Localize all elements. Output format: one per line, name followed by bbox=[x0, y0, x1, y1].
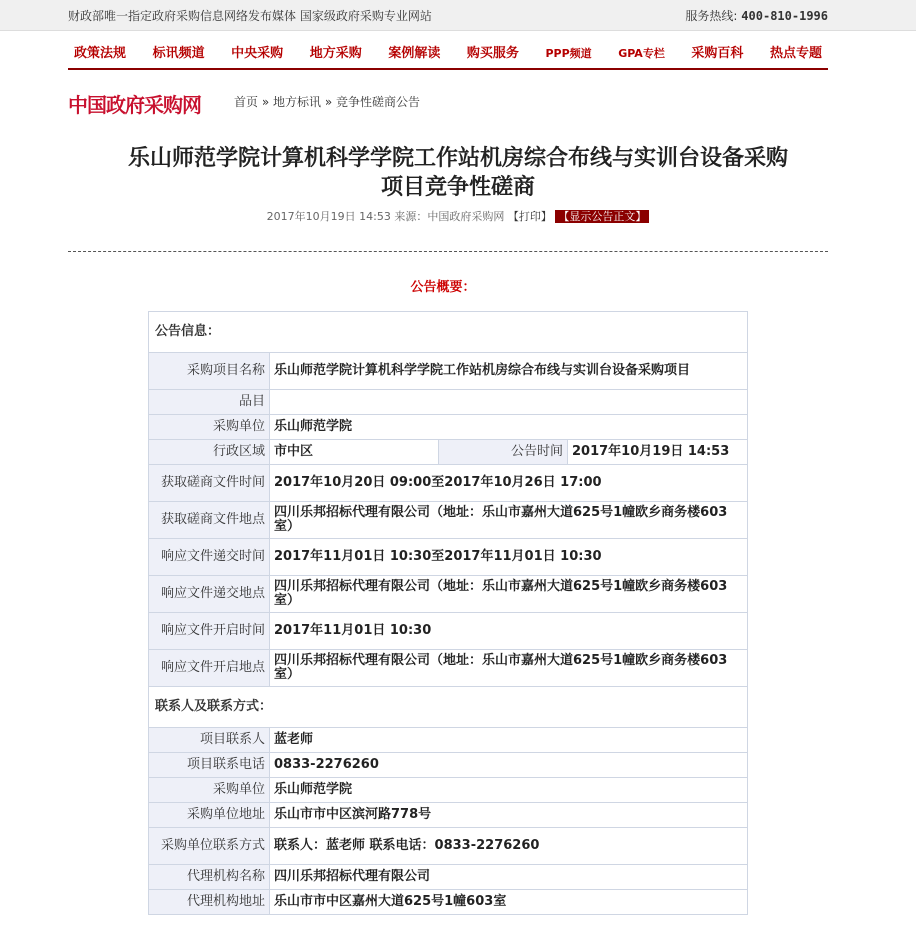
section-contact-header: 联系人及联系方式： bbox=[149, 687, 748, 728]
agency-name-value: 四川乐邦招标代理有限公司 bbox=[270, 865, 748, 890]
field-label: 项目联系人 bbox=[149, 728, 270, 753]
top-bar bbox=[0, 0, 916, 31]
breadcrumb-current[interactable]: 竞争性磋商公告 bbox=[336, 95, 421, 109]
buyer-value: 乐山师范学院 bbox=[270, 415, 748, 440]
field-label: 采购单位联系方式 bbox=[149, 828, 270, 865]
field-label: 采购单位地址 bbox=[149, 803, 270, 828]
nav-tender-channel[interactable]: 标讯频道 bbox=[152, 46, 205, 61]
agency-addr-value: 乐山市市中区嘉州大道625号1幢603室 bbox=[270, 890, 748, 915]
field-label: 响应文件递交地点 bbox=[149, 576, 270, 613]
hotline-label: 服务热线: bbox=[685, 9, 738, 23]
open-place-value: 四川乐邦招标代理有限公司（地址：乐山市嘉州大道625号1幢欧乡商务楼603室） bbox=[270, 650, 748, 687]
nav-cases[interactable]: 案例解读 bbox=[388, 46, 441, 61]
get-doc-time-value: 2017年10月20日 09:00至2017年10月26日 17:00 bbox=[270, 465, 748, 502]
nav-ppp[interactable]: PPP频道 bbox=[545, 47, 592, 60]
field-label: 公告时间 bbox=[439, 440, 568, 465]
nav-gpa[interactable]: GPA专栏 bbox=[618, 47, 665, 60]
get-doc-place-value: 四川乐邦招标代理有限公司（地址：乐山市嘉州大道625号1幢欧乡商务楼603室） bbox=[270, 502, 748, 539]
field-label: 获取磋商文件地点 bbox=[149, 502, 270, 539]
breadcrumb-home[interactable]: 首页 bbox=[234, 95, 259, 109]
field-label: 行政区域 bbox=[149, 440, 270, 465]
divider bbox=[68, 251, 828, 252]
table-row bbox=[149, 828, 748, 865]
site-slogan: 财政部唯一指定政府采购信息网络发布媒体 国家级政府采购专业网站 bbox=[68, 9, 432, 23]
table-row bbox=[149, 440, 748, 465]
nav-local-procurement[interactable]: 地方采购 bbox=[309, 46, 362, 61]
page-title bbox=[68, 144, 848, 202]
section-info-header: 公告信息： bbox=[149, 312, 748, 353]
show-notice-button[interactable]: 【显示公告正文】 bbox=[555, 210, 649, 223]
breadcrumb-sep: » bbox=[261, 95, 270, 109]
table-row bbox=[149, 465, 748, 502]
nav-purchase-services[interactable]: 购买服务 bbox=[466, 46, 519, 61]
table-row bbox=[149, 390, 748, 415]
nav-central-procurement[interactable]: 中央采购 bbox=[231, 46, 284, 61]
item-value bbox=[270, 390, 748, 415]
submit-time-value: 2017年11月01日 10:30至2017年11月01日 10:30 bbox=[270, 539, 748, 576]
table-row bbox=[149, 415, 748, 440]
breadcrumb-local-tender[interactable]: 地方标讯 bbox=[273, 95, 322, 109]
buyer2-value: 乐山师范学院 bbox=[270, 778, 748, 803]
contact-person-value: 蓝老师 bbox=[270, 728, 748, 753]
nav-policy[interactable]: 政策法规 bbox=[74, 46, 127, 61]
nav-hot-topics[interactable]: 热点专题 bbox=[769, 46, 822, 61]
table-row bbox=[149, 502, 748, 539]
field-label: 采购单位 bbox=[149, 415, 270, 440]
table-row bbox=[149, 576, 748, 613]
field-label: 响应文件开启时间 bbox=[149, 613, 270, 650]
open-time-value: 2017年11月01日 10:30 bbox=[270, 613, 748, 650]
table-row bbox=[149, 613, 748, 650]
field-label: 项目联系电话 bbox=[149, 753, 270, 778]
buyer-addr-value: 乐山市市中区滨河路778号 bbox=[270, 803, 748, 828]
table-row bbox=[149, 753, 748, 778]
table-row bbox=[149, 803, 748, 828]
nav-encyclopedia[interactable]: 采购百科 bbox=[691, 46, 744, 61]
project-name-value: 乐山师范学院计算机科学学院工作站机房综合布线与实训台设备采购项目 bbox=[270, 353, 748, 390]
buyer-contact-value: 联系人：蓝老师 联系电话：0833-2276260 bbox=[270, 828, 748, 865]
notice-info-table bbox=[148, 311, 748, 915]
publish-date: 2017年10月19日 14:53 bbox=[266, 210, 391, 223]
title-line-1: 乐山师范学院计算机科学学院工作站机房综合布线与实训台设备采购 bbox=[127, 146, 788, 171]
hotline-number: 400-810-1996 bbox=[741, 9, 828, 23]
field-label: 响应文件开启地点 bbox=[149, 650, 270, 687]
submit-place-value: 四川乐邦招标代理有限公司（地址：乐山市嘉州大道625号1幢欧乡商务楼603室） bbox=[270, 576, 748, 613]
main-nav bbox=[68, 40, 828, 70]
article-meta bbox=[68, 208, 848, 224]
field-label: 代理机构名称 bbox=[149, 865, 270, 890]
contact-phone-value: 0833-2276260 bbox=[270, 753, 748, 778]
field-label: 品目 bbox=[149, 390, 270, 415]
article-source: 来源：中国政府采购网 bbox=[394, 210, 505, 223]
table-row bbox=[149, 539, 748, 576]
table-row bbox=[149, 865, 748, 890]
breadcrumb bbox=[234, 93, 420, 110]
summary-title: 公告概要： bbox=[410, 280, 476, 295]
table-row bbox=[149, 778, 748, 803]
pub-time-value: 2017年10月19日 14:53 bbox=[568, 440, 748, 465]
table-row bbox=[149, 728, 748, 753]
field-label: 采购单位 bbox=[149, 778, 270, 803]
breadcrumb-sep: » bbox=[324, 95, 333, 109]
print-link[interactable]: 【打印】 bbox=[507, 210, 552, 223]
field-label: 采购项目名称 bbox=[149, 353, 270, 390]
table-row bbox=[149, 650, 748, 687]
table-row bbox=[149, 890, 748, 915]
site-logo[interactable]: 中国政府采购网 bbox=[68, 93, 201, 117]
table-row bbox=[149, 353, 748, 390]
field-label: 获取磋商文件时间 bbox=[149, 465, 270, 502]
field-label: 响应文件递交时间 bbox=[149, 539, 270, 576]
region-value: 市中区 bbox=[270, 440, 439, 465]
field-label: 代理机构地址 bbox=[149, 890, 270, 915]
hotline bbox=[685, 7, 828, 24]
title-line-2: 项目竞争性磋商 bbox=[380, 175, 535, 200]
